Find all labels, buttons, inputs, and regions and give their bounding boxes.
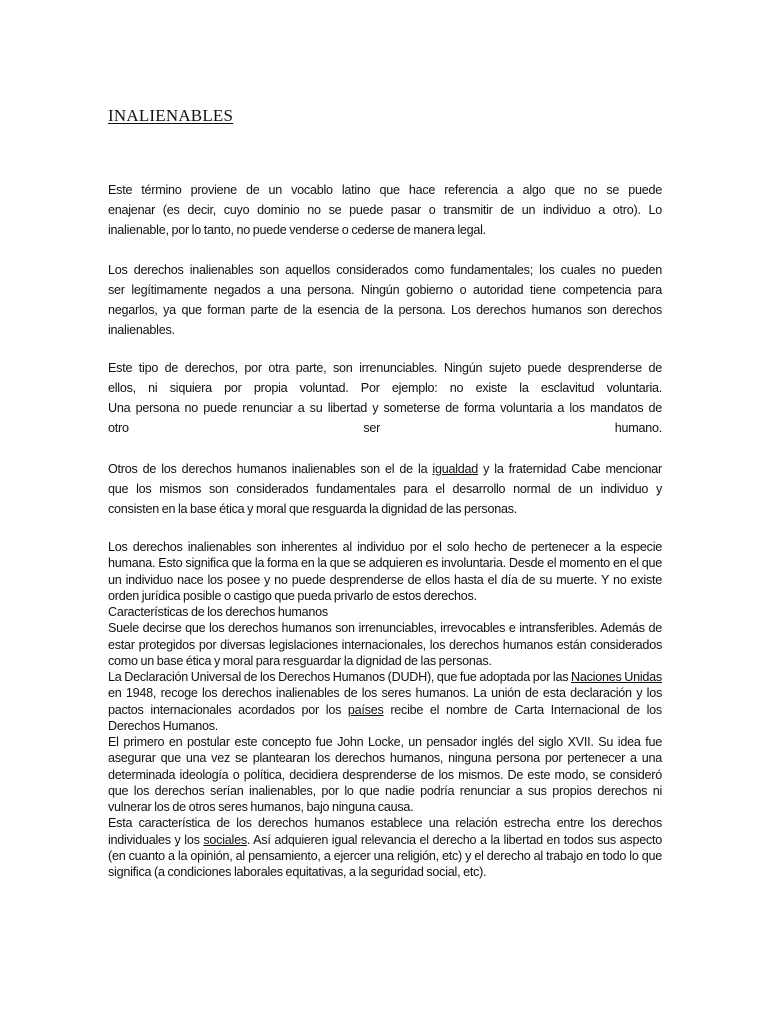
text-span: y la fraternidad Cabe mencionar: [478, 462, 662, 476]
text-line: inalienable, por lo tanto, no puede venderse o cederse de manera legal.: [108, 223, 486, 237]
paragraph-fundamental-rights: [108, 260, 662, 340]
text-line: [108, 459, 662, 479]
text-line: Este término proviene de un vocablo latino que hace referencia a algo que no se puede: [108, 183, 662, 197]
paragraph-social-rights: [108, 815, 662, 880]
text-line: Una persona no puede renunciar a su libertad y someterse de forma voluntaria a los mandatos de: [108, 401, 662, 415]
text-span: recibe el nombre de Carta Internacional de los Derechos Humanos.: [108, 702, 662, 733]
paragraph-characteristics: Suele decirse que los derechos humanos son irrenunciables, irrevocables e intransferibles. Además de estar protegidos por diversas legislaciones internacionales, los derechos humanos están considerados como un base ética y moral para resguardar la dignidad de las personas.: [108, 621, 662, 668]
paragraph-equality: [108, 459, 662, 519]
text-line: enajenar (es decir, cuyo dominio no se puede pasar o transmitir de un individuo a otro). Lo: [108, 203, 662, 217]
text-span: Esta característica de los derechos humanos establece una relación estrecha entre los derechos individuales y los: [108, 816, 662, 847]
text-span: en 1948, recoge los derechos inalienables de los seres humanos. La unión de esta declaración y los pactos internacionales acordados por los: [108, 686, 662, 717]
paragraph-locke: El primero en postular este concepto fue John Locke, un pensador inglés del siglo XVII. Su idea fue asegurar que una vez se plantearan los derechos humanos, ninguna persona por pertenecer a una determinada ideología o política, decidiera desprenderse de los mismos. De este modo, se consideró que los derechos serían inalienables, por lo que nadie podría renunciar a sus propios derechos ni vulnerar los de otros seres humanos, bajo ninguna causa.: [108, 735, 662, 814]
igualdad-link[interactable]: igualdad: [432, 462, 479, 476]
text-span: Otros de los derechos humanos inalienables son el de la: [108, 462, 433, 476]
document-title: INALIENABLES: [108, 106, 234, 125]
naciones-unidas-link[interactable]: Naciones Unidas: [571, 670, 662, 684]
text-span: . Así adquieren igual relevancia el derecho a la libertad en todos sus aspecto (en cuanto a la opinión, al pensamiento, a ejercer una religión, etc) y el derecho al trabajo en todo lo que significa (a condiciones laborales equitativas, a la seguridad social, etc).: [108, 832, 662, 879]
text-line: ellos, ni siquiera por propia voluntad. Por ejemplo: no existe la esclavitud voluntaria.: [108, 381, 662, 395]
text-line: consisten en la base ética y moral que resguarda la dignidad de las personas.: [108, 502, 518, 516]
text-line: negarlos, ya que forman parte de la esencia de la persona. Los derechos humanos son derechos: [108, 303, 662, 317]
section-heading-characteristics: Características de los derechos humanos: [108, 605, 328, 619]
text-line: Este tipo de derechos, por otra parte, son irrenunciables. Ningún sujeto puede desprenderse de: [108, 361, 662, 375]
text-line: inalienables.: [108, 323, 175, 337]
paragraph-dudh: [108, 669, 662, 734]
text-line: ser legítimamente negados a una persona. Ningún gobierno o autoridad tiene competencia para: [108, 283, 662, 297]
paragraph-inherent: Los derechos inalienables son inherentes al individuo por el solo hecho de pertenecer a la especie humana. Esto significa que la forma en la que se adquieren es involuntaria. Desde el momento en el que un individuo nace los posee y no puede desprenderse de ellos hasta el día de su muerte. Y no existe orden jurídica posible o castigo que pueda privarlo de estos derechos.: [108, 540, 662, 603]
text-span: La Declaración Universal de los Derechos Humanos (DUDH), que fue adoptada por las: [108, 670, 572, 684]
paragraph-definition: [108, 180, 662, 240]
text-line: que los mismos son considerados fundamentales para el desarrollo normal de un individuo y: [108, 482, 662, 496]
sociales-link[interactable]: sociales: [203, 832, 247, 847]
dense-section: [108, 539, 662, 880]
text-line: otro ser humano.: [108, 421, 662, 435]
paises-link[interactable]: países: [347, 702, 384, 717]
text-line: Los derechos inalienables son aquellos considerados como fundamentales; los cuales no pueden: [108, 263, 662, 277]
paragraph-irrenunciable: [108, 358, 662, 438]
